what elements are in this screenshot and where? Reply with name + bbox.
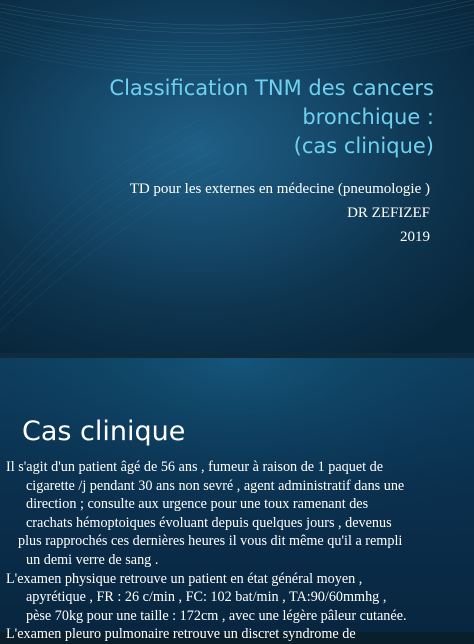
slide-heading: Cas clinique xyxy=(22,416,186,447)
title-line: (cas clinique) xyxy=(293,134,434,158)
subtitle-line: TD pour les externes en médecine (pneumologie ) xyxy=(129,181,430,197)
text-line: Il s'agit d'un patient âgé de 56 ans , fumeur à raison de 1 paquet de xyxy=(6,459,384,475)
text-line: pèse 70kg pour une taille : 172cm , avec une légère pâleur cutanée. xyxy=(26,607,407,624)
title-line: Classification TNM des cancers xyxy=(109,76,434,100)
slide-title xyxy=(14,74,434,161)
text-line: L'examen physique retrouve un patient en état général moyen , xyxy=(6,570,363,587)
text-line: L'examen pleuro pulmonaire retrouve un discret syndrome de xyxy=(6,626,356,643)
text-line: cigarette /j pendant 30 ans non sevré , agent administratif dans une xyxy=(26,477,405,494)
text-line: un demi verre de sang . xyxy=(26,551,159,568)
case-slide xyxy=(0,358,474,643)
text-line: crachats hémoptoiques évoluant depuis quelques jours , devenus xyxy=(26,514,392,531)
year-line: 2019 xyxy=(400,229,430,245)
slide-subtitle xyxy=(0,177,430,249)
case-text xyxy=(6,458,466,644)
text-line: plus rapprochés ces dernières heures il vous dit même qu'il a rempli xyxy=(18,533,403,550)
text-line: apyrétique , FR : 26 c/min , FC: 102 bat/min , TA:90/60mmhg , xyxy=(26,589,387,606)
author-line: DR ZEFIZEF xyxy=(347,205,430,221)
text-line: direction ; consulte aux urgence pour une toux ramenant des xyxy=(26,496,369,513)
title-line: bronchique : xyxy=(302,105,434,129)
